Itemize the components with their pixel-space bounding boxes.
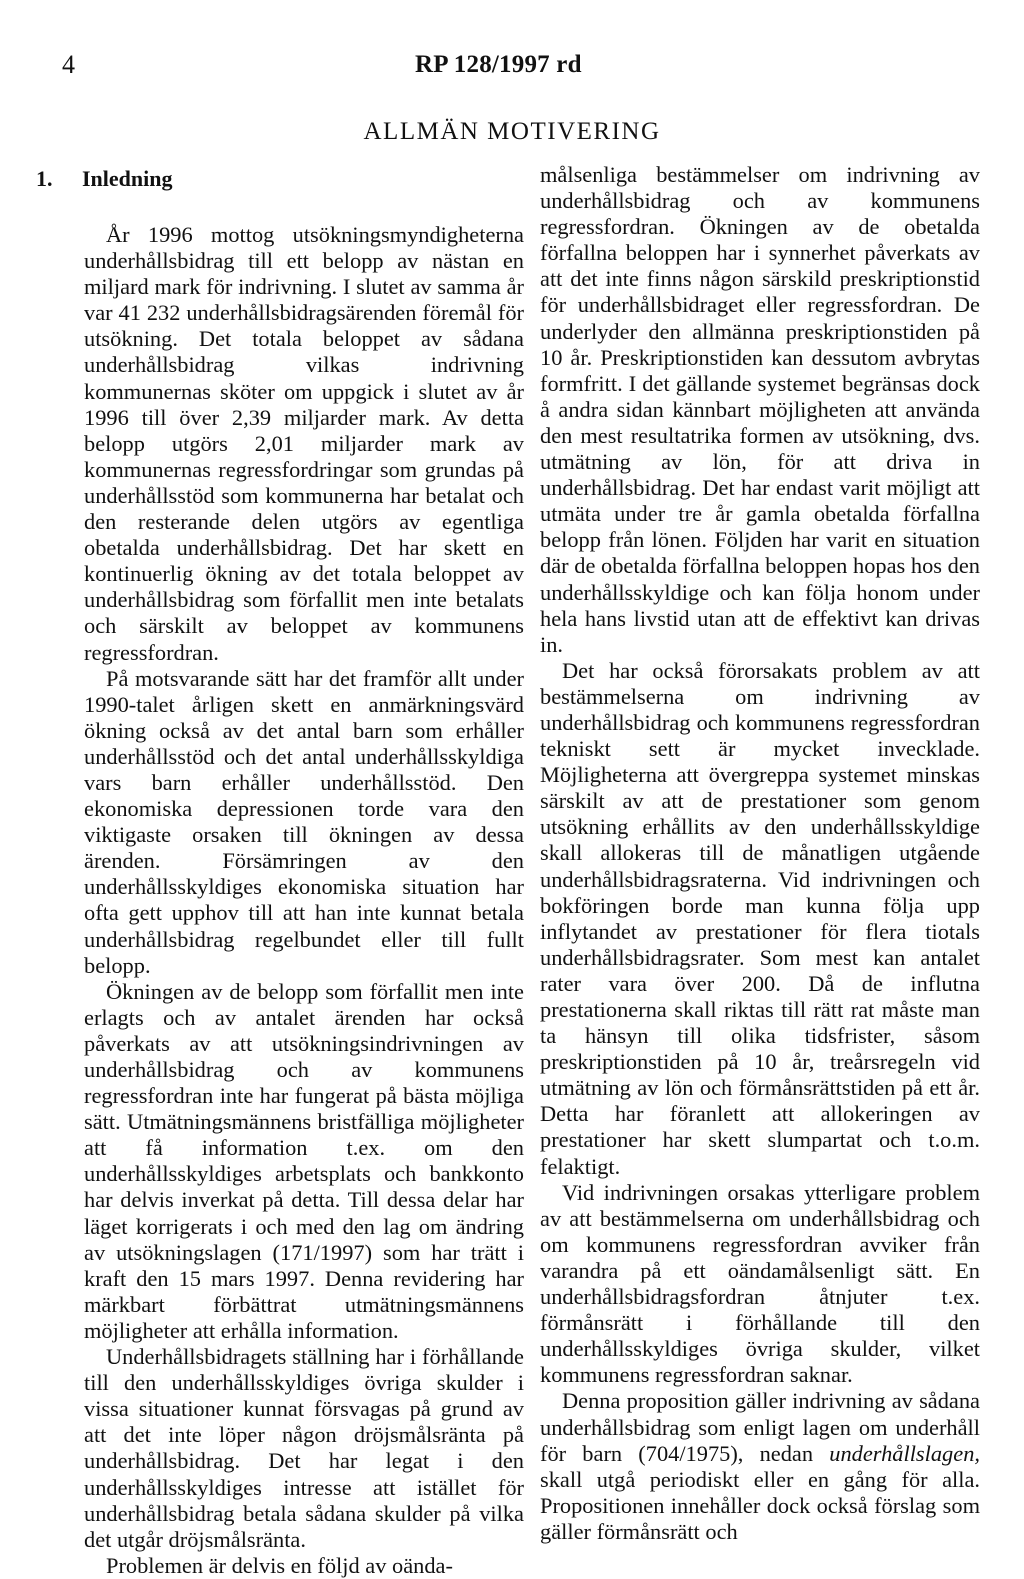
paragraph: På motsvarande sätt har det framför allt under 1990-talet årligen skett en anmärkningsvärd ökning också av det antal barn som erhåller underhållsstöd och det antal underhållsskyldiga vars barn erhåller underhållsstöd. Den ekonomiska depressionen torde vara den viktigaste orsaken till ökningen av dessa ärenden. Försämringen av den underhållsskyldiges ekonomiska situation har ofta gett upphov till att han inte kunnat betala underhållsbidrag regelbundet eller till fullt belopp. [84,665,524,978]
paragraph-text: skall utgå periodiskt eller en gång för alla. Propositionen innehåller dock också förslag som gäller förmånsrätt och [540,1466,980,1544]
paragraph [540,1388,980,1545]
chapter-title: Inledning [82,166,173,191]
running-title: RP 128/1997 rd [415,51,582,78]
paragraph: Underhållsbidragets ställning har i förhållande till den underhållsskyldiges övriga skulder i vissa situationer kunnat försvagas på grund av att det inte löper någon dröjsmålsränta på underhållsbidrag. Det har legat i den underhållsskyldiges intresse att istället för underhållsbidrag betala sådana skulder på vilka det utgår dröjsmålsränta. [84,1344,524,1552]
paragraph-text: Denna proposition gäller indrivning av sådana underhållsbidrag som enligt lagen om underhåll för barn (704/1975), nedan [540,1388,980,1466]
page-number: 4 [62,50,75,79]
section-heading: ALLMÄN MOTIVERING [363,118,661,145]
chapter-number: 1. [36,166,53,191]
left-column [36,152,524,1579]
paragraph: målsenliga bestämmelser om indrivning av underhållsbidrag och av kommunens regressfordran. Ökningen av de obetalda förfallna beloppen har i synnerhet påverkats av att det inte finns någon särskild preskriptionstid för underhållsbidraget eller regressfordran. De underlyder den allmänna preskriptionstiden på 10 år. Preskriptionstiden kan dessutom avbrytas formfritt. I det gällande systemet begränsas dock å andra sidan kännbart möjligheten att använda den mest resultatrika formen av utsökning, dvs. utmätning av lön, för att driva in underhållsbidrag. Det har endast varit möjligt att utmäta under tre år gamla obetalda förfallna belopp från lönen. Följden har varit en situation där de obetalda förfallna beloppen hopas hos den underhållsskyldige och kan följa honom under hela hans livstid utan att de effektivt kan drivas in. [540,162,980,657]
paragraph: Det har också förorsakats problem av att bestämmelserna om indrivning av underhållsbidrag och kommunens regressfordran tekniskt sett är mycket invecklade. Möjligheterna att övergreppa systemet minskas särskilt av att de prestationer som genom utsökning erhållits av den underhållsskyldige skall allokeras till de månatligen utgående underhållsbidragsraterna. Vid indrivningen och bokföringen borde man kunna följa upp inflytandet av prestationer för flera tiotals underhållsbidragsrater. Som mest kan antalet rater vara över 200. Då de influtna prestationerna skall riktas till rätt rat måste man ta hänsyn till olika tidsfrister, såsom preskriptionstiden på 10 år, treårsregeln vid utmätning av lön och förmånsrättstiden på ett år. Detta har föranlett att allokeringen av prestationer har skett slumpartat och t.o.m. felaktigt. [540,657,980,1179]
chapter-heading [36,152,524,222]
right-column [540,162,980,1545]
paragraph: Vid indrivningen orsakas ytterligare problem av att bestämmelserna om underhållsbidrag och om kommunens regressfordran avviker från varandra på ett oändamålsenligt sätt. En underhållsbidragsfordran åtnjuter t.ex. förmånsrätt i förhållande till den underhållsskyldiges övriga skulder, vilket kommunens regressfordran saknar. [540,1179,980,1388]
law-name-italic: underhållslagen, [829,1440,980,1466]
paragraph: Problemen är delvis en följd av oända- [106,1552,453,1578]
paragraph: Ökningen av de belopp som förfallit men inte erlagts och av antalet ärenden har också påverkats av att utsökningsindrivningen av underhållsbidrag och av kommunens regressfordran inte har fungerat på bästa möjliga sätt. Utmätningsmännens bristfälliga möjligheter att få information t.ex. om den underhållsskyldiges arbetsplats och bankkonto har delvis inverkat på detta. Till dessa delar har läget korrigerats i och med den lag om ändring av utsökningslagen (171/1997) som har trätt i kraft den 15 mars 1997. Denna revidering har märkbart förbättrat utmätningsmännens möjligheter att erhålla information. [84,978,524,1343]
paragraph: År 1996 mottog utsökningsmyndigheterna underhållsbidrag till ett belopp av nästan en miljard mark för indrivning. I slutet av samma år var 41 232 underhållsbidragsärenden föremål för utsökning. Det totala beloppet av sådana underhållsbidrag vilkas indrivning kommunernas sköter om uppgick i slutet av år 1996 till över 2,39 miljarder mark. Av detta belopp utgörs 2,01 miljarder mark av kommunernas regressfordringar som grundas på underhållsstöd som kommunerna har betalat och den resterande delen utgörs av egentliga obetalda underhållsbidrag. Det har skett en kontinuerlig ökning av det totala beloppet av underhållsbidrag som förfallit men inte betalats och särskilt av beloppet av kommunens regressfordran. [84,222,524,665]
